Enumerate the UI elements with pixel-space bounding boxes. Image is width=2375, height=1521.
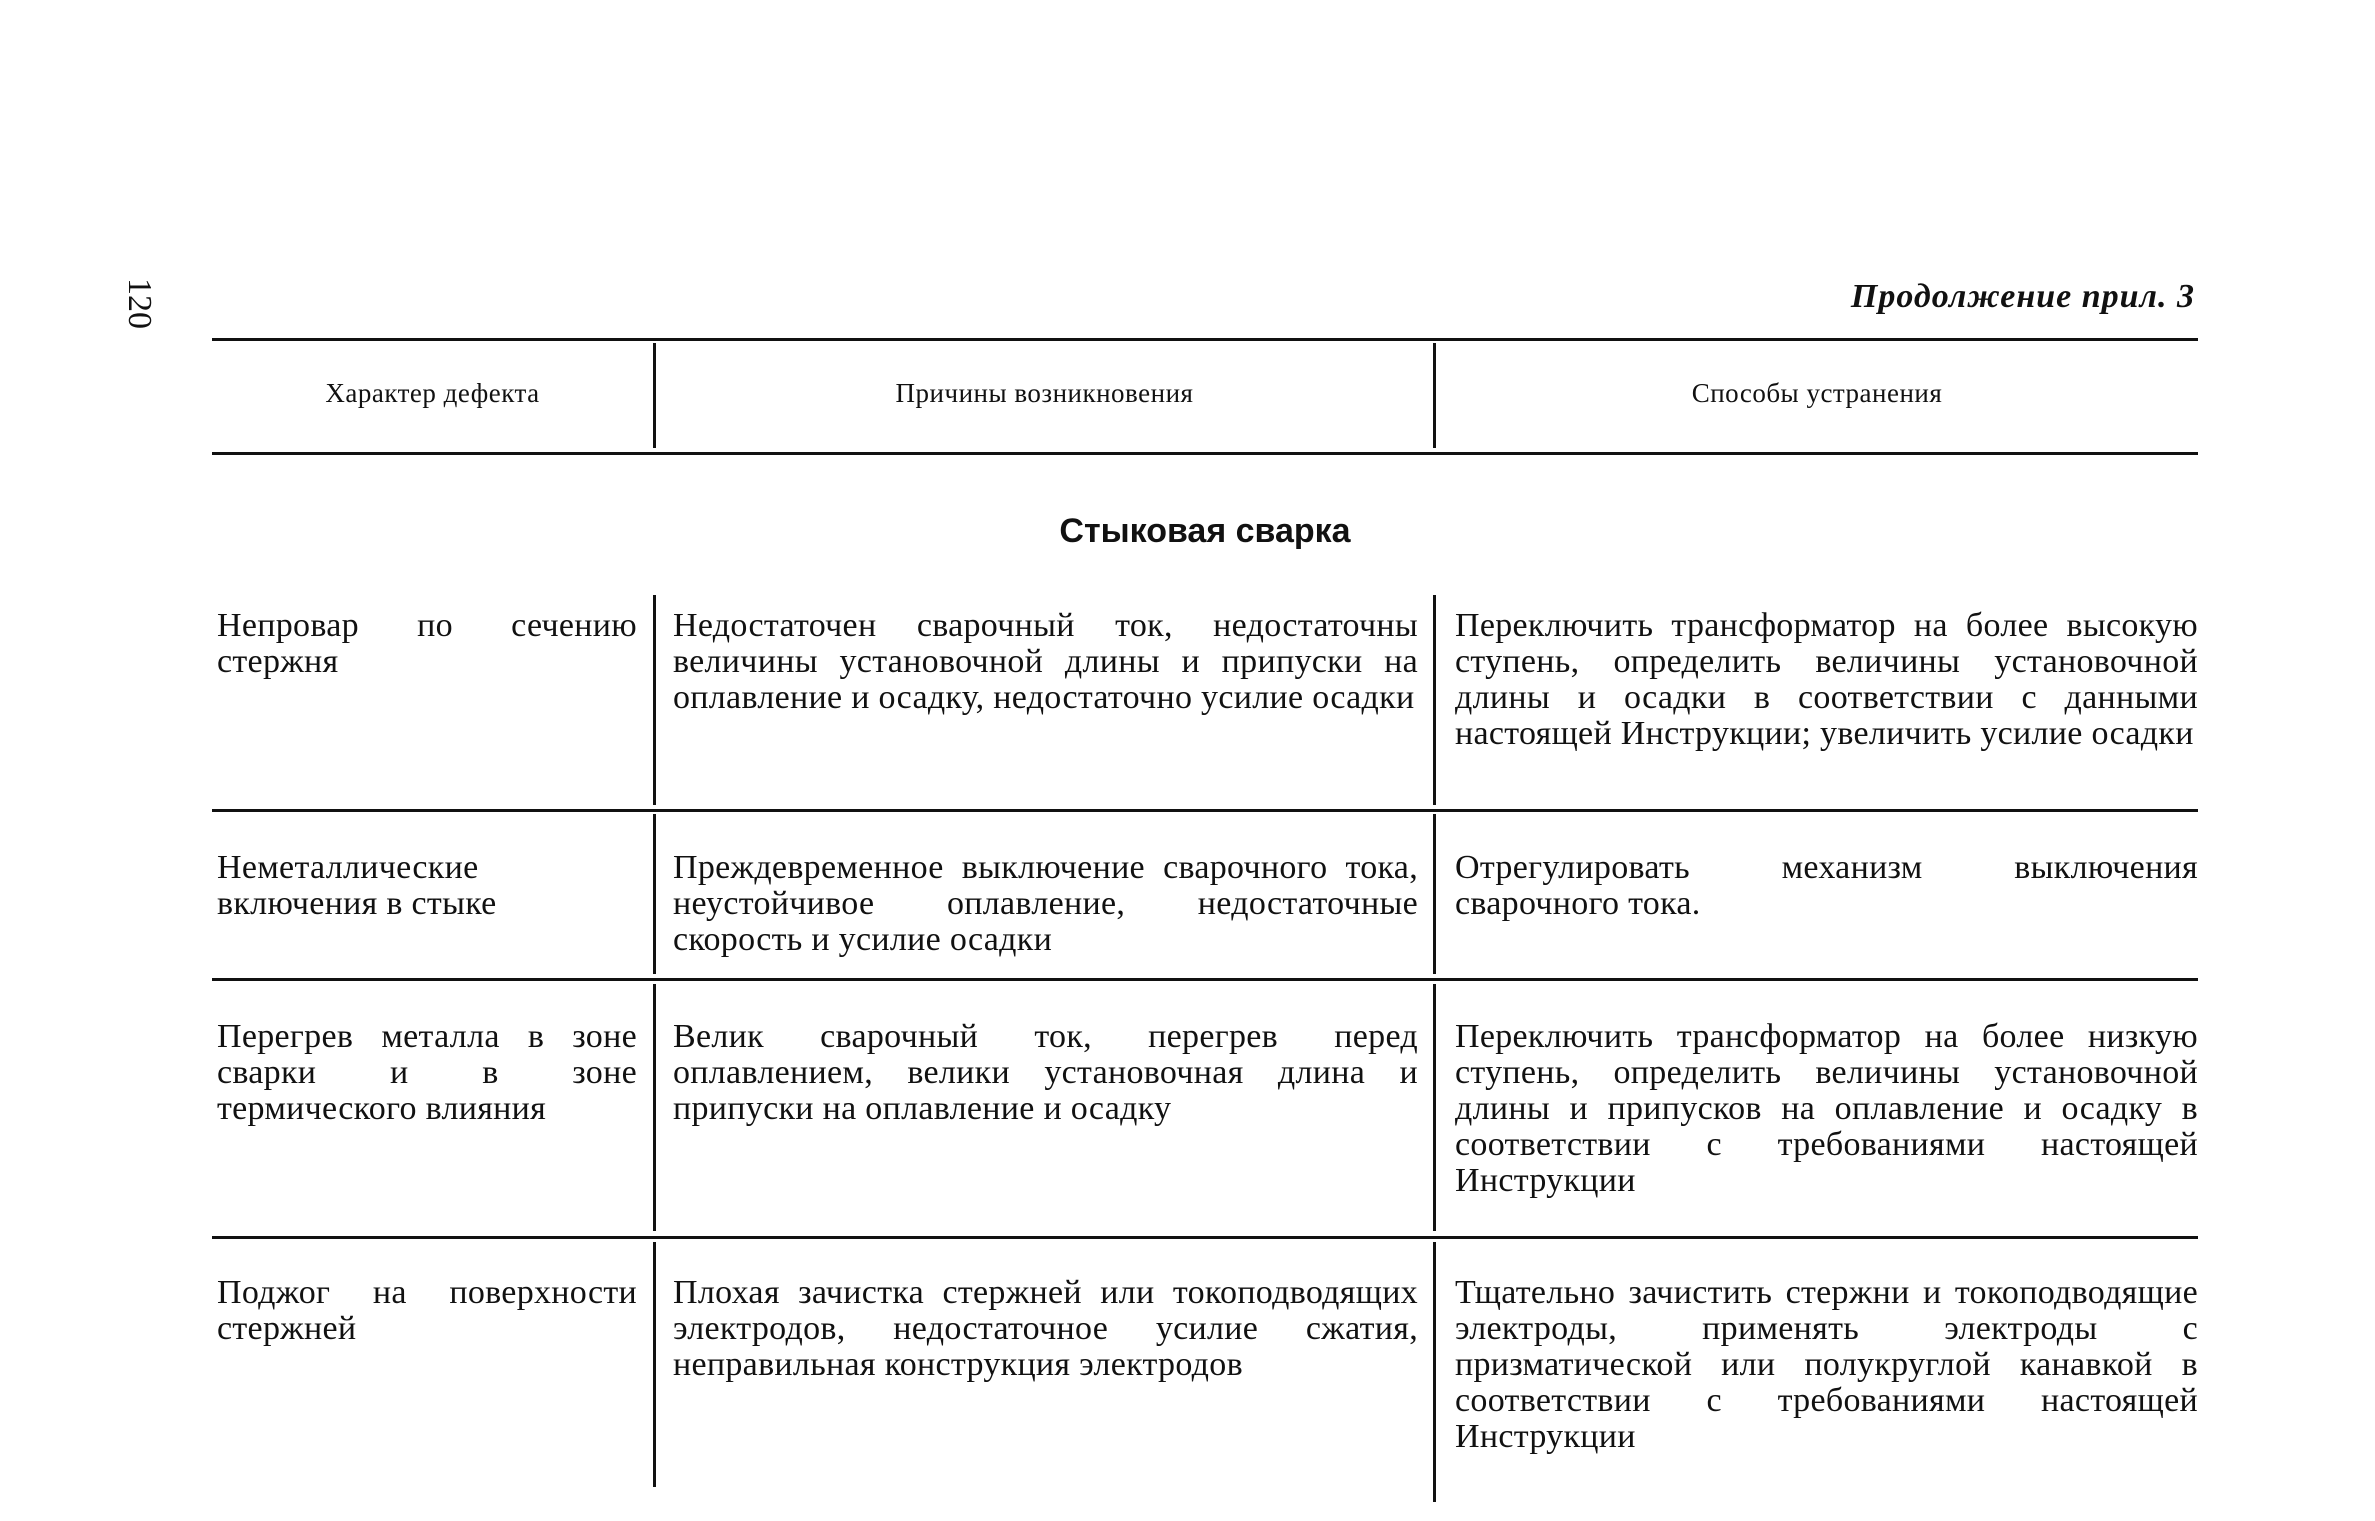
defect-cell: Непровар по сечению стержня: [217, 607, 637, 680]
remedies-cell: Отрегулировать механизм выключения сварочного тока.: [1455, 849, 2198, 922]
header-defect: Характер дефекта: [325, 378, 540, 408]
remedies-cell: Переключить трансформатор на более высокую ступень, определить величины установочной длины и осадки в соответствии с данными настоящей Инструкции; увеличить усилие осадки: [1455, 607, 2198, 752]
column-divider: [653, 814, 656, 974]
section-title: Стыковая сварка: [1059, 512, 1351, 550]
remedies-cell: Тщательно зачистить стержни и токоподводящие электроды, применять электроды с призматической или полукруглой канавкой в соответствии с требованиями настоящей Инструкции: [1455, 1274, 2198, 1455]
causes-cell: Недостаточен сварочный ток, недостаточны величины установочной длины и припуски на оплавление и осадку, недостаточно усилие осадки: [673, 607, 1418, 716]
column-divider: [1433, 814, 1436, 974]
column-divider: [1433, 984, 1436, 1231]
header-causes: Причины возникновения: [895, 378, 1194, 408]
table-top-rule: [212, 338, 2198, 341]
causes-cell: Преждевременное выключение сварочного тока, неустойчивое оплавление, недостаточные скорость и усилие осадки: [673, 849, 1418, 958]
defect-cell: Перегрев металла в зоне сварки и в зоне термического влияния: [217, 1018, 637, 1127]
row-divider: [212, 978, 2198, 981]
column-divider: [653, 1242, 656, 1487]
header-remedies: Способы устранения: [1691, 378, 1943, 408]
defect-cell: Поджог на поверхности стержней: [217, 1274, 637, 1347]
causes-cell: Плохая зачистка стержней или токоподводящих электродов, недостаточное усилие сжатия, неправильная конструкция электродов: [673, 1274, 1418, 1383]
page-number: 120: [121, 278, 158, 329]
column-divider: [1433, 595, 1436, 805]
row-divider: [212, 809, 2198, 812]
header-bottom-rule: [212, 452, 2198, 455]
column-divider: [653, 984, 656, 1231]
defect-cell: Неметаллические включения в стыке: [217, 849, 497, 922]
column-divider: [653, 595, 656, 805]
continuation-label: Продолжение прил. 3: [1850, 278, 2195, 315]
column-divider: [1433, 1242, 1436, 1502]
remedies-cell: Переключить трансформатор на более низкую ступень, определить величины установочной длины и припусков на оплавление и осадку в соответствии с требованиями настоящей Инструкции: [1455, 1018, 2198, 1199]
row-divider: [212, 1236, 2198, 1239]
causes-cell: Велик сварочный ток, перегрев перед оплавлением, велики установочная длина и припуски на оплавление и осадку: [673, 1018, 1418, 1127]
